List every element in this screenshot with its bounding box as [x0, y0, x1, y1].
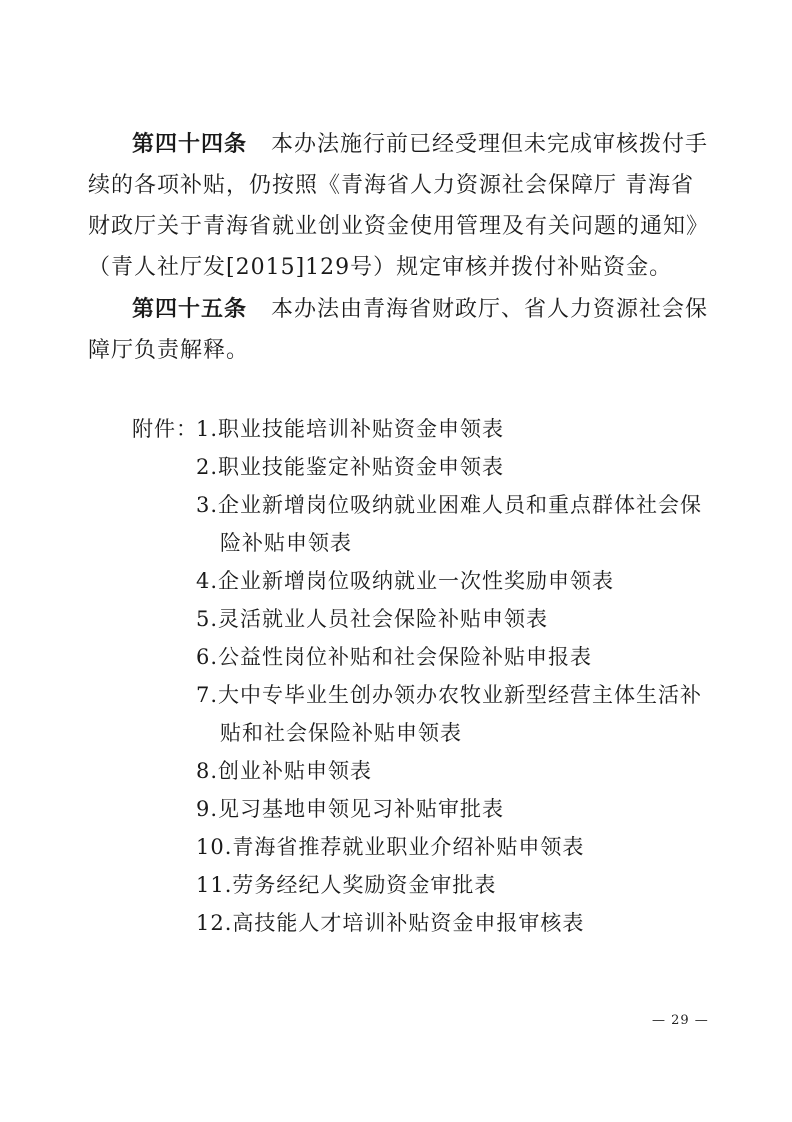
attachment-item-title: 8.创业补贴申领表 [196, 759, 373, 783]
attachment-item-title-continued: 险补贴申领表 [220, 531, 352, 555]
attachment-item-title: 1.职业技能培训补贴资金申领表 [196, 417, 505, 441]
attachment-item [196, 790, 716, 828]
page-number: — 29 — [652, 1013, 709, 1028]
article-44-paragraph [88, 124, 708, 288]
attachment-item-title: 9.见习基地申领见习补贴审批表 [196, 797, 505, 821]
attachment-item-title: 3.企业新增岗位吸纳就业困难人员和重点群体社会保 [196, 493, 703, 517]
attachments-list [196, 410, 716, 942]
article-45-label: 第四十五条 [132, 296, 248, 322]
article-45-text: 本办法由青海省财政厅、省人力资源社会保障厅负责解释。 [88, 297, 709, 363]
attachment-item [196, 562, 716, 600]
attachment-item-title: 11.劳务经纪人奖励资金审批表 [196, 873, 497, 897]
attachment-item-title: 6.公益性岗位补贴和社会保险补贴申报表 [196, 645, 593, 669]
attachment-item [196, 828, 716, 866]
attachment-item [196, 638, 716, 676]
attachment-item [196, 752, 716, 790]
attachment-item [196, 866, 716, 904]
attachment-item-title: 2.职业技能鉴定补贴资金申领表 [196, 455, 505, 479]
article-44-text: 本办法施行前已经受理但未完成审核拨付手续的各项补贴，仍按照《青海省人力资源社会保障厅 青海省财政厅关于青海省就业创业资金使用管理及有关问题的通知》（青人社厅发[2015]129号）规定审核并拨付补贴资金。 [88, 132, 709, 280]
attachment-item-title: 5.灵活就业人员社会保险补贴申领表 [196, 607, 549, 631]
attachment-item [196, 448, 716, 486]
attachment-item [196, 486, 716, 562]
attachment-item [196, 676, 716, 752]
attachment-item [196, 904, 716, 942]
attachment-item-title: 12.高技能人才培训补贴资金申报审核表 [196, 911, 585, 935]
article-44-label: 第四十四条 [132, 131, 248, 157]
attachment-item-title: 7.大中专毕业生创办领办农牧业新型经营主体生活补 [196, 683, 703, 707]
attachment-item [196, 600, 716, 638]
attachment-item-title-continued: 贴和社会保险补贴申领表 [220, 721, 462, 745]
attachment-item-title: 4.企业新增岗位吸纳就业一次性奖励申领表 [196, 569, 615, 593]
attachments-label: 附件： [132, 417, 198, 441]
attachment-item [196, 410, 716, 448]
attachment-item-title: 10.青海省推荐就业职业介绍补贴申领表 [196, 835, 585, 859]
article-45-paragraph [88, 289, 708, 371]
